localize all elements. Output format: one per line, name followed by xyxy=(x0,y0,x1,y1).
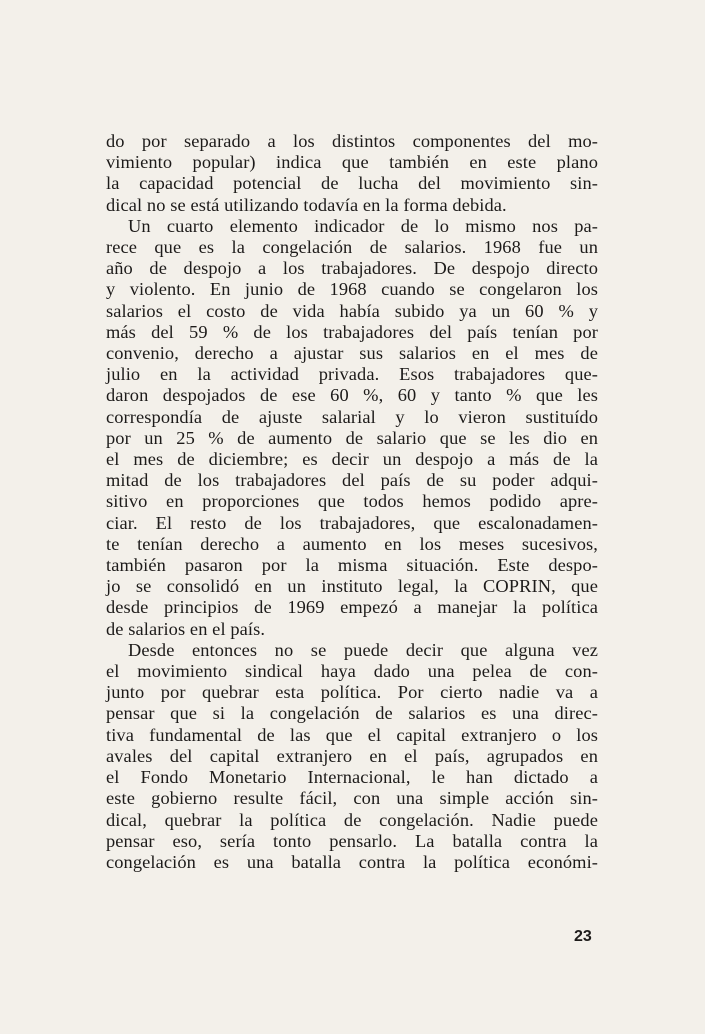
text-line: dical no se está utilizando todavía en la forma debida. xyxy=(106,194,507,215)
text-line: dical, quebrar la política de congelación. Nadie puede xyxy=(106,809,598,830)
text-line: también pasaron por la misma situación. Este despo- xyxy=(106,555,598,576)
page-number: 23 xyxy=(574,928,592,945)
text-line: año de despojo a los trabajadores. De despojo directo xyxy=(106,258,598,279)
text-line: el Fondo Monetario Internacional, le han dictado a xyxy=(106,767,598,788)
text-line: convenio, derecho a ajustar sus salarios en el mes de xyxy=(106,343,598,364)
text-line: salarios el costo de vida había subido ya un 60 % y xyxy=(106,300,598,321)
text-line: este gobierno resulte fácil, con una simple acción sin- xyxy=(106,788,598,809)
text-line: do por separado a los distintos componentes del mo- xyxy=(106,131,598,151)
text-line: el movimiento sindical haya dado una pelea de con- xyxy=(106,661,598,682)
paragraph xyxy=(106,640,598,873)
text-line: julio en la actividad privada. Esos trabajadores que- xyxy=(106,364,598,385)
body-text xyxy=(106,131,598,873)
text-line: pensar eso, sería tonto pensarlo. La batalla contra la xyxy=(106,830,598,851)
text-line: de salarios en el país. xyxy=(106,618,266,639)
text-line: ciar. El resto de los trabajadores, que escalonadamen- xyxy=(106,512,598,533)
text-line: junto por quebrar esta política. Por cierto nadie va a xyxy=(106,682,598,703)
paragraph xyxy=(106,216,598,640)
text-line: te tenían derecho a aumento en los meses sucesivos, xyxy=(106,533,598,554)
text-line: Un cuarto elemento indicador de lo mismo nos pa- xyxy=(128,215,598,236)
text-line: sitivo en proporciones que todos hemos podido apre- xyxy=(106,491,598,512)
text-line: mitad de los trabajadores del país de su poder adqui- xyxy=(106,470,598,491)
text-line: vimiento popular) indica que también en este plano xyxy=(106,152,598,173)
text-line: daron despojados de ese 60 %, 60 y tanto % que les xyxy=(106,385,598,406)
text-line: correspondía de ajuste salarial y lo vieron sustituído xyxy=(106,406,598,427)
text-line: rece que es la congelación de salarios. 1968 fue un xyxy=(106,237,598,258)
text-line: más del 59 % de los trabajadores del país tenían por xyxy=(106,321,598,342)
text-line: tiva fundamental de las que el capital extranjero o los xyxy=(106,724,598,745)
text-line: congelación es una batalla contra la política económi- xyxy=(106,851,598,872)
text-line: la capacidad potencial de lucha del movimiento sin- xyxy=(106,173,598,194)
text-line: el mes de diciembre; es decir un despojo a más de la xyxy=(106,449,598,470)
text-line: jo se consolidó en un instituto legal, la COPRIN, que xyxy=(106,576,598,597)
text-line: pensar que si la congelación de salarios es una direc- xyxy=(106,703,598,724)
paragraph xyxy=(106,131,598,216)
text-line: Desde entonces no se puede decir que alguna vez xyxy=(128,639,598,660)
text-line: y violento. En junio de 1968 cuando se congelaron los xyxy=(106,279,598,300)
text-line: por un 25 % de aumento de salario que se les dio en xyxy=(106,427,598,448)
text-line: avales del capital extranjero en el país, agrupados en xyxy=(106,745,598,766)
text-line: desde principios de 1969 empezó a manejar la política xyxy=(106,597,598,618)
